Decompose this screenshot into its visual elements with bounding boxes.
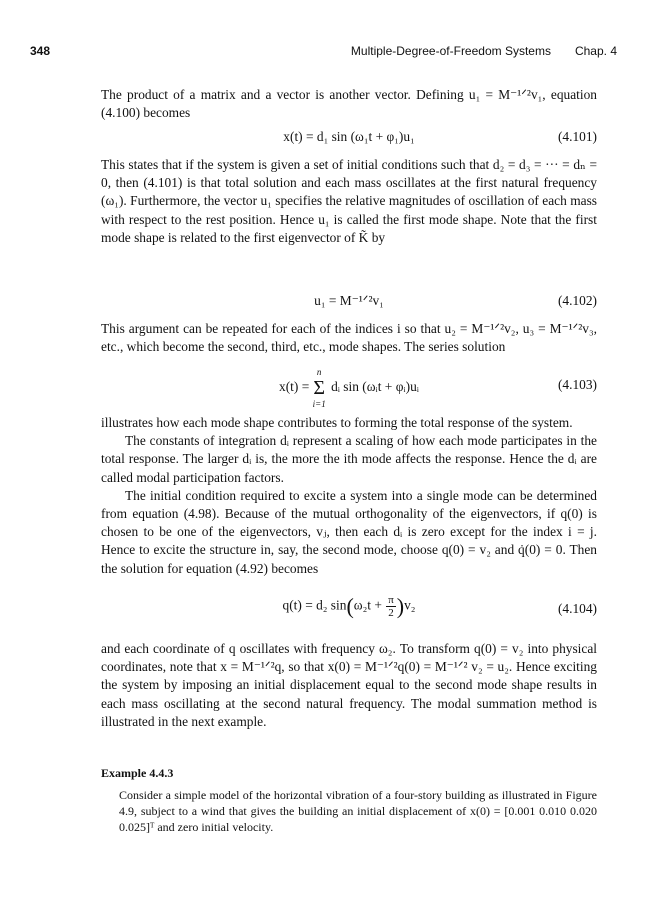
body-block-2 (101, 156, 597, 247)
equation-4-102-body: u₁ = M⁻¹ᐟ²v₁ (314, 293, 384, 308)
paragraph-6: The initial condition required to excite a system into a single mode can be determined from equation (4.98). Because of the mutual orthogonality of the eigenvectors, if q(0) is chosen to be one of the eigenvectors, vⱼ, then each dᵢ is zero except for the index i = j. Hence to excite the structure in, say, the second mode, choose q(0) = v₂ and q̇(0) = 0. Then the solution for equation (4.92) becomes (101, 487, 597, 576)
paragraph-3: This argument can be repeated for each of the indices i so that u₂ = M⁻¹ᐟ²v₂, u₃ = M⁻¹ᐟ²v₃, etc., which become the second, third, etc., mode shapes. The series solution (101, 321, 597, 355)
right-paren: ) (396, 593, 405, 619)
equation-4-101-number: (4.101) (557, 129, 597, 144)
example-title: Example 4.4.3 (101, 766, 174, 780)
example-box (101, 766, 597, 835)
paragraph-7: and each coordinate of q oscillates with frequency ω₂. To transform q(0) = v₂ into physical coordinates, note that x = M⁻¹ᐟ²q, so that x(0) = M⁻¹ᐟ²q(0) = M⁻¹ᐟ² v₂ = u₂. Hence exciting the system by imposing an initial displacement equal to the second mode shape results in each mass oscillating at the second natural frequency. The modal summation method is illustrated in the next example. (101, 641, 597, 729)
paragraph-5: The constants of integration dᵢ represent a scaling of how each mode participates in the total response. The larger dᵢ is, the more the ith mode affects the response. Hence the dᵢ are called modal participation factors. (101, 433, 597, 485)
paragraph-4: illustrates how each mode shape contributes to forming the total response of the system. (101, 415, 573, 430)
fraction-denominator: 2 (388, 607, 394, 619)
body-block-4 (101, 414, 597, 578)
running-header (30, 44, 617, 64)
running-title-group (327, 44, 617, 58)
equation-4-104-lhs: q(t) = d₂ sin (282, 597, 347, 613)
summation-upper: n (316, 367, 322, 377)
body-block-1 (101, 86, 597, 122)
running-title: Multiple-Degree-of-Freedom Systems (350, 44, 551, 58)
equation-4-102-number: (4.102) (557, 293, 597, 308)
left-paren: ( (346, 593, 354, 619)
fraction-numerator: π (388, 594, 394, 606)
body-block-3 (101, 320, 597, 356)
equation-4-104-rhs: v₂ (404, 597, 416, 613)
equation-4-104-inner: ω₂t + (353, 597, 386, 613)
equation-4-103 (101, 366, 597, 410)
equation-4-103-number: (4.103) (557, 377, 597, 392)
equation-4-102 (101, 292, 597, 312)
summation-symbol: Σ (313, 377, 325, 399)
equation-4-101 (101, 128, 597, 148)
equation-4-103-lhs: x(t) = (279, 379, 313, 395)
example-body: Consider a simple model of the horizontal vibration of a four-story building as illustrated in Figure 4.9, subject to a wind that gives the building an initial displacement of x(0) = [0.001 0.010 0.020 0.025]ᵀ and zero initial velocity. (119, 788, 597, 834)
equation-4-103-rhs: dᵢ sin (ωᵢt + φᵢ)uᵢ (331, 379, 419, 395)
chapter-label: Chap. 4 (574, 44, 617, 58)
body-block-5 (101, 640, 597, 731)
page-number: 348 (30, 44, 51, 58)
fraction-pi-over-2 (386, 594, 396, 619)
paragraph-1: The product of a matrix and a vector is another vector. Defining u₁ = M⁻¹ᐟ²v₁, equation (4.100) becomes (101, 87, 597, 121)
equation-4-104 (101, 592, 597, 622)
paragraph-2: This states that if the system is given a set of initial conditions such that d₂ = d₃ = ··· = dₙ = 0, then (4.101) is that total solution and each mass oscillates at the first natural frequency (ω₁). Furthermore, the vector u₁ specifies the relative magnitudes of oscillation of each mass with respect to the rest position. Hence u₁ is called the first mode shape. Note that the first mode shape is related to the first eigenvector of K̃ by (101, 157, 597, 245)
equation-4-101-body: x(t) = d₁ sin (ω₁t + φ₁)u₁ (283, 129, 415, 144)
summation-lower: i=1 (312, 399, 326, 409)
summation (313, 366, 326, 410)
equation-4-104-number: (4.104) (557, 601, 597, 616)
